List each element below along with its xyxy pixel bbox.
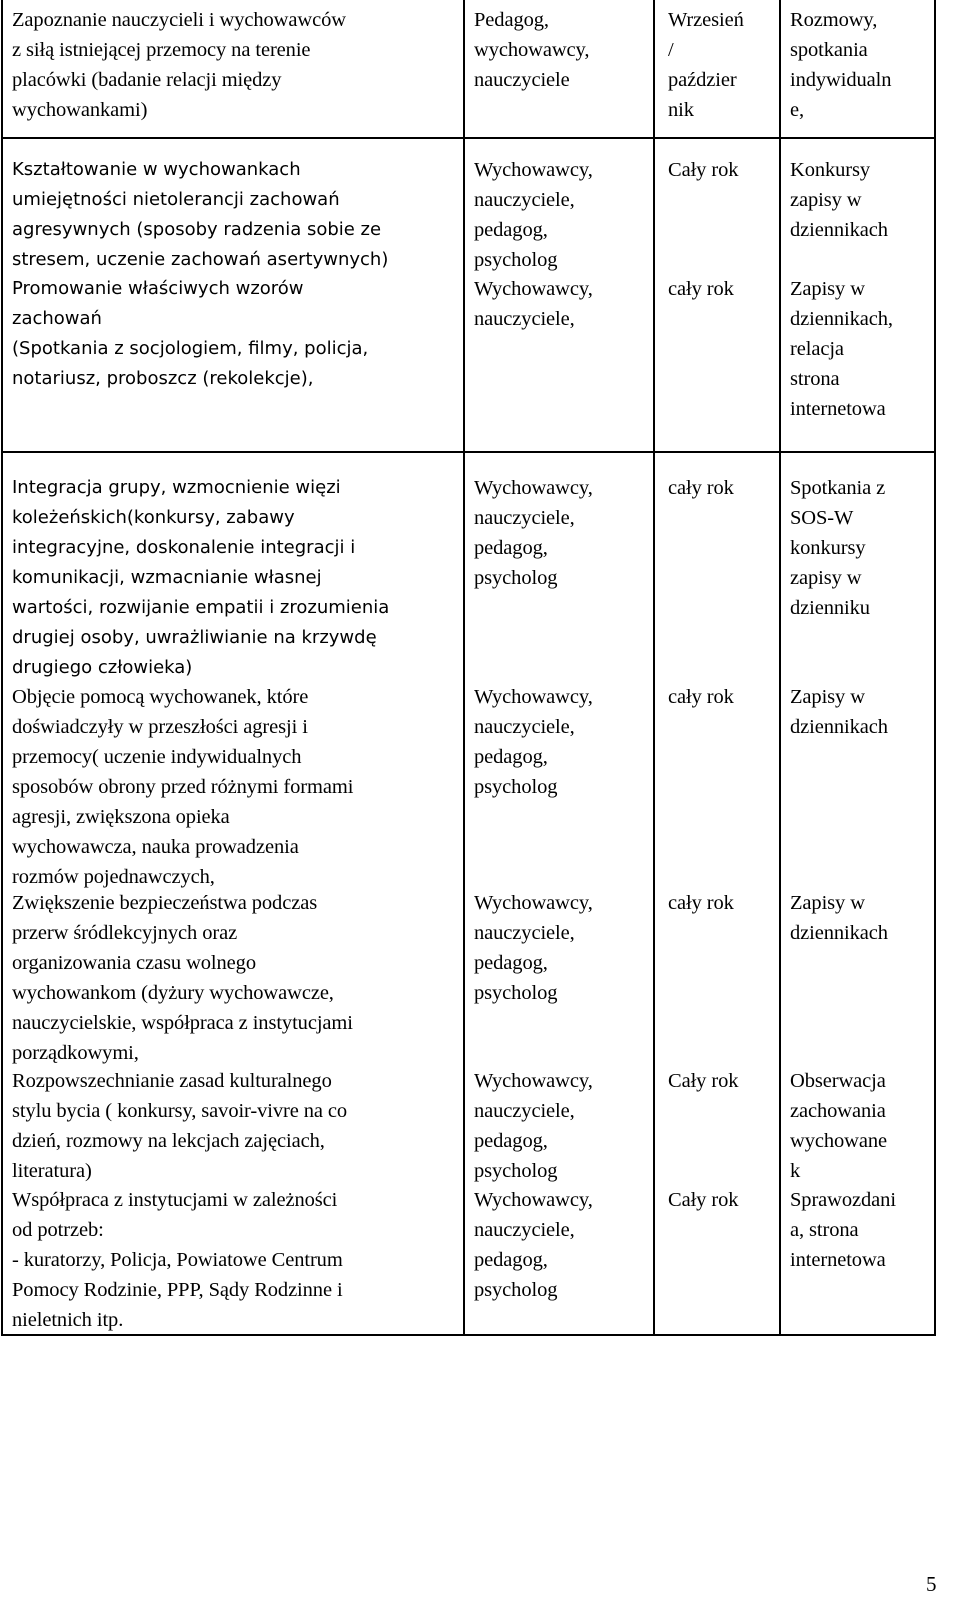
activity-cell: Integracja grupy, wzmocnienie więzi koleżeńskich(konkursy, zabawy integracyjne, doskonalenie integracji i komunikacji, wzmacnianie własnej wartości, rozwijanie empatii i zrozumienia drugiej osoby, uwrażliwianie na krzywdę drugiego człowieka): [12, 477, 390, 678]
table-divider-3: [779, 0, 781, 1336]
form-cell: Zapisy w dziennikach: [790, 892, 888, 944]
form-cell: Sprawozdani a, strona internetowa: [790, 1189, 896, 1271]
form-cell: Konkursy zapisy w dziennikach: [790, 159, 888, 241]
responsible-cell: Wychowawcy, nauczyciele, pedagog, psycholog: [474, 686, 593, 798]
activity-cell: Promowanie właściwych wzorów zachowań (Spotkania z socjologiem, filmy, policja, notariusz, proboszcz (rekolekcje),: [12, 278, 369, 389]
page-number: 5: [926, 1572, 937, 1596]
term-cell: Cały rok: [668, 159, 739, 181]
term-cell: Cały rok: [668, 1189, 739, 1211]
term-cell: Cały rok: [668, 1070, 739, 1092]
responsible-cell: Wychowawcy, nauczyciele, pedagog, psycholog: [474, 1189, 593, 1301]
table-divider-1: [463, 0, 465, 1336]
form-cell: Rozmowy, spotkania indywidualn e,: [790, 9, 892, 121]
term-cell: cały rok: [668, 278, 734, 300]
form-cell: Zapisy w dziennikach, relacja strona internetowa: [790, 278, 893, 420]
responsible-cell: Wychowawcy, nauczyciele, pedagog, psycholog: [474, 1070, 593, 1182]
term-cell: cały rok: [668, 686, 734, 708]
term-cell: Wrzesień / paździer nik: [668, 9, 744, 121]
activity-cell: Kształtowanie w wychowankach umiejętności nietolerancji zachowań agresywnych (sposoby radzenia sobie ze stresem, uczenie zachowań asertywnych): [12, 159, 389, 270]
row-divider: [1, 451, 936, 453]
responsible-cell: Wychowawcy, nauczyciele,: [474, 278, 593, 330]
term-cell: cały rok: [668, 892, 734, 914]
responsible-cell: Wychowawcy, nauczyciele, pedagog, psycholog: [474, 892, 593, 1004]
activity-cell: Objęcie pomocą wychowanek, które doświadczyły w przeszłości agresji i przemocy( uczenie indywidualnych sposobów obrony przed różnymi formami agresji, zwiększona opieka wychowawcza, nauka prowadzenia rozmów pojednawczych,: [12, 686, 354, 888]
table-divider-2: [653, 0, 655, 1336]
activity-cell: Zapoznanie nauczycieli i wychowawców z siłą istniejącej przemocy na terenie placówki (badanie relacji między wychowankami): [12, 9, 346, 121]
activity-cell: Zwiększenie bezpieczeństwa podczas przerw śródlekcyjnych oraz organizowania czasu wolnego wychowankom (dyżury wychowawcze, nauczycielskie, współpraca z instytucjami porządkowymi,: [12, 892, 353, 1064]
term-cell: cały rok: [668, 477, 734, 499]
activity-cell: Współpraca z instytucjami w zależności od potrzeb: - kuratorzy, Policja, Powiatowe Centrum Pomocy Rodzinie, PPP, Sądy Rodzinne i nieletnich itp.: [12, 1189, 343, 1331]
row-divider: [1, 137, 936, 139]
form-cell: Spotkania z SOS-W konkursy zapisy w dzienniku: [790, 477, 886, 619]
form-cell: Obserwacja zachowania wychowane k: [790, 1070, 888, 1182]
table-border-right: [934, 0, 936, 1336]
form-cell: Zapisy w dziennikach: [790, 686, 888, 738]
responsible-cell: Wychowawcy, nauczyciele, pedagog, psycholog: [474, 159, 593, 271]
responsible-cell: Pedagog, wychowawcy, nauczyciele: [474, 9, 590, 91]
responsible-cell: Wychowawcy, nauczyciele, pedagog, psycholog: [474, 477, 593, 589]
table-border-left: [1, 0, 3, 1336]
activity-cell: Rozpowszechnianie zasad kulturalnego stylu bycia ( konkursy, savoir-vivre na co dzień, rozmowy na lekcjach zajęciach, literatura): [12, 1070, 348, 1182]
